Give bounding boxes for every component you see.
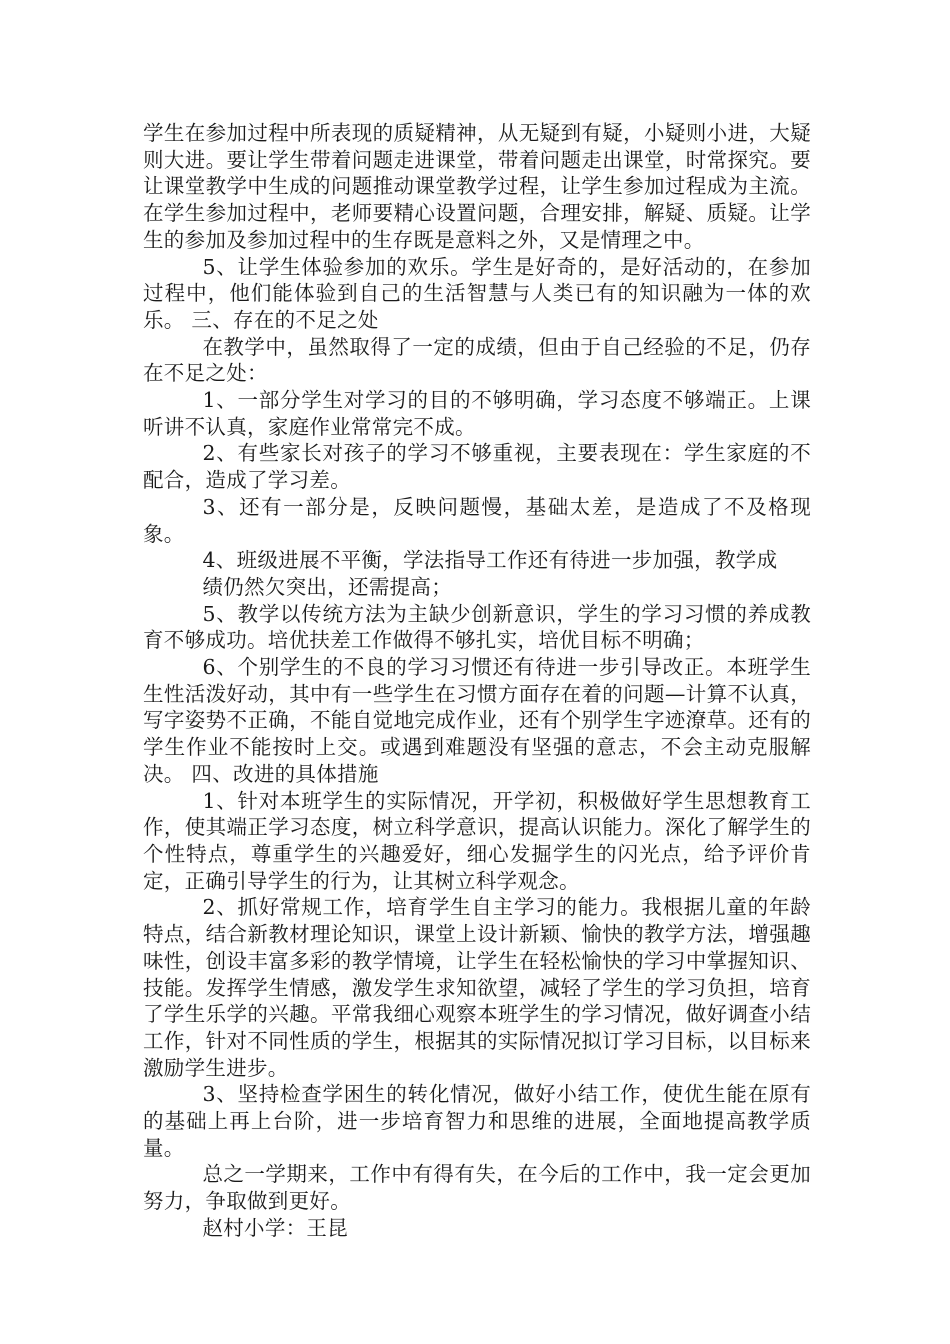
document-body	[143, 120, 811, 1242]
paragraph: 6、个别学生的不良的学习习惯还有待进一步引导改正。本班学生生性活泼好动，其中有一些学生在习惯方面存在着的问题—计算不认真，写字姿势不正确，不能自觉地完成作业，还有个别学生字迹潦草。还有的学生作业不能按时上交。或遇到难题没有坚强的意志，不会主动克服解决。 四、改进的具体措施	[143, 655, 811, 786]
paragraph: 3、还有一部分是，反映问题慢，基础太差，是造成了不及格现象。	[143, 494, 811, 546]
paragraph: 学生在参加过程中所表现的质疑精神，从无疑到有疑，小疑则小进，大疑则大进。要让学生带着问题走进课堂，带着问题走出课堂，时常探究。要让课堂教学中生成的问题推动课堂教学过程，让学生参加过程成为主流。在学生参加过程中，老师要精心设置问题，合理安排，解疑、质疑。让学生的参加及参加过程中的生存既是意料之外，又是情理之中。	[143, 121, 811, 252]
paragraph: 4、班级进展不平衡，学法指导工作还有待进一步加强，教学成	[202, 548, 778, 573]
paragraph: 绩仍然欠突出，还需提高；	[202, 574, 453, 599]
paragraph: 3、坚持检查学困生的转化情况，做好小结工作，使优生能在原有的基础上再上台阶，进一步培育智力和思维的进展，全面地提高教学质量。	[143, 1082, 811, 1160]
paragraph: 总之一学期来，工作中有得有失，在今后的工作中，我一定会更加努力，争取做到更好。	[143, 1162, 811, 1214]
paragraph: 1、一部分学生对学习的目的不够明确，学习态度不够端正。上课听讲不认真，家庭作业常常完不成。	[143, 388, 811, 439]
paragraph: 2、抓好常规工作，培育学生自主学习的能力。我根据儿童的年龄特点，结合新教材理论知识，课堂上设计新颖、愉快的教学方法，增强趣味性，创设丰富多彩的教学情境，让学生在轻松愉快的学习中掌握知识、技能。发挥学生情感，激发学生求知欲望，减轻了学生的学习负担，培育了学生乐学的兴趣。平常我细心观察本班学生的学习情况，做好调查小结工作，针对不同性质的学生，根据其的实际情况拟订学习目标，以目标来激励学生进步。	[143, 895, 811, 1080]
paragraph: 在教学中，虽然取得了一定的成绩，但由于自己经验的不足，仍存在不足之处：	[143, 334, 811, 386]
paragraph: 5、教学以传统方法为主缺少创新意识，学生的学习习惯的养成教育不够成功。培优扶差工作做得不够扎实，培优目标不明确；	[143, 601, 811, 653]
paragraph: 5、让学生体验参加的欢乐。学生是好奇的，是好活动的，在参加过程中，他们能体验到自己的生活智慧与人类已有的知识融为一体的欢乐。 三、存在的不足之处	[143, 254, 811, 332]
paragraph: 1、针对本班学生的实际情况，开学初，积极做好学生思想教育工作，使其端正学习态度，树立科学意识，提高认识能力。深化了解学生的个性特点，尊重学生的兴趣爱好，细心发掘学生的闪光点，给予评价肯定，正确引导学生的行为，让其树立科学观念。	[143, 788, 811, 893]
signature: 赵村小学：王昆	[202, 1215, 349, 1240]
paragraph: 2、有些家长对孩子的学习不够重视，主要表现在：学生家庭的不配合，造成了学习差。	[143, 441, 811, 493]
